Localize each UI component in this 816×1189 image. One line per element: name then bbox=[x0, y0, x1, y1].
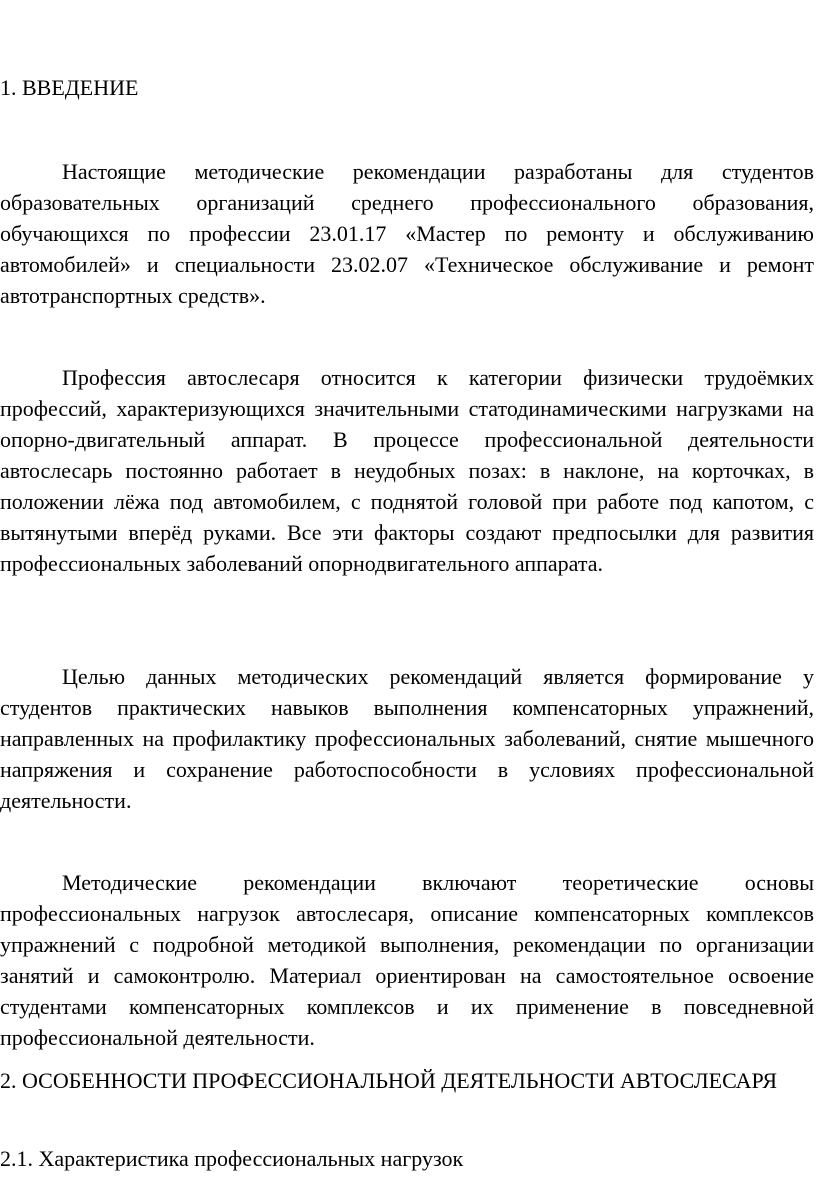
section-2-title: 2. ОСОБЕННОСТИ ПРОФЕССИОНАЛЬНОЙ ДЕЯТЕЛЬНОСТИ АВТОСЛЕСАРЯ bbox=[0, 1068, 778, 1093]
paragraph-4: Методические рекомендации включают теоретические основы профессиональных нагрузок автослесаря, описание компенсаторных комплексов упражнений с подробной методикой выполнения, рекомендации по организации занятий и самоконтролю. Материал ориентирован на самостоятельное освоение студентами компенсаторных комплексов и их применение в повседневной профессиональной деятельности. bbox=[0, 870, 814, 1050]
paragraph-1: Настоящие методические рекомендации разработаны для студентов образовательных организаций среднего профессионального образования, обучающихся по профессии 23.01.17 «Мастер по ремонту и обслуживанию автомобилей» и специальности 23.02.07 «Техническое обслуживание и ремонт автотранспортных средств». bbox=[0, 159, 814, 308]
paragraph-2: Профессия автослесаря относится к категории физически трудоёмких профессий, характеризующихся значительными статодинамическими нагрузками на опорно-двигательный аппарат. В процессе профессиональной деятельности автослесарь постоянно работает в неудобных позах: в наклоне, на корточках, в положении лёжа под автомобилем, с поднятой головой при работе под капотом, с вытянутыми вперёд руками. Все эти факторы создают предпосылки для развития профессиональных заболеваний опорнодвигательного аппарата. bbox=[0, 365, 814, 576]
paragraph-3: Целью данных методических рекомендаций является формирование у студентов практических навыков выполнения компенсаторных упражнений, направленных на профилактику профессиональных заболеваний, снятие мышечного напряжения и сохранение работоспособности в условиях профессиональной деятельности. bbox=[0, 664, 814, 813]
subsection-2-1-title: 2.1. Характеристика профессиональных нагрузок bbox=[0, 1146, 464, 1171]
section-1-title: 1. ВВЕДЕНИЕ bbox=[0, 75, 139, 100]
